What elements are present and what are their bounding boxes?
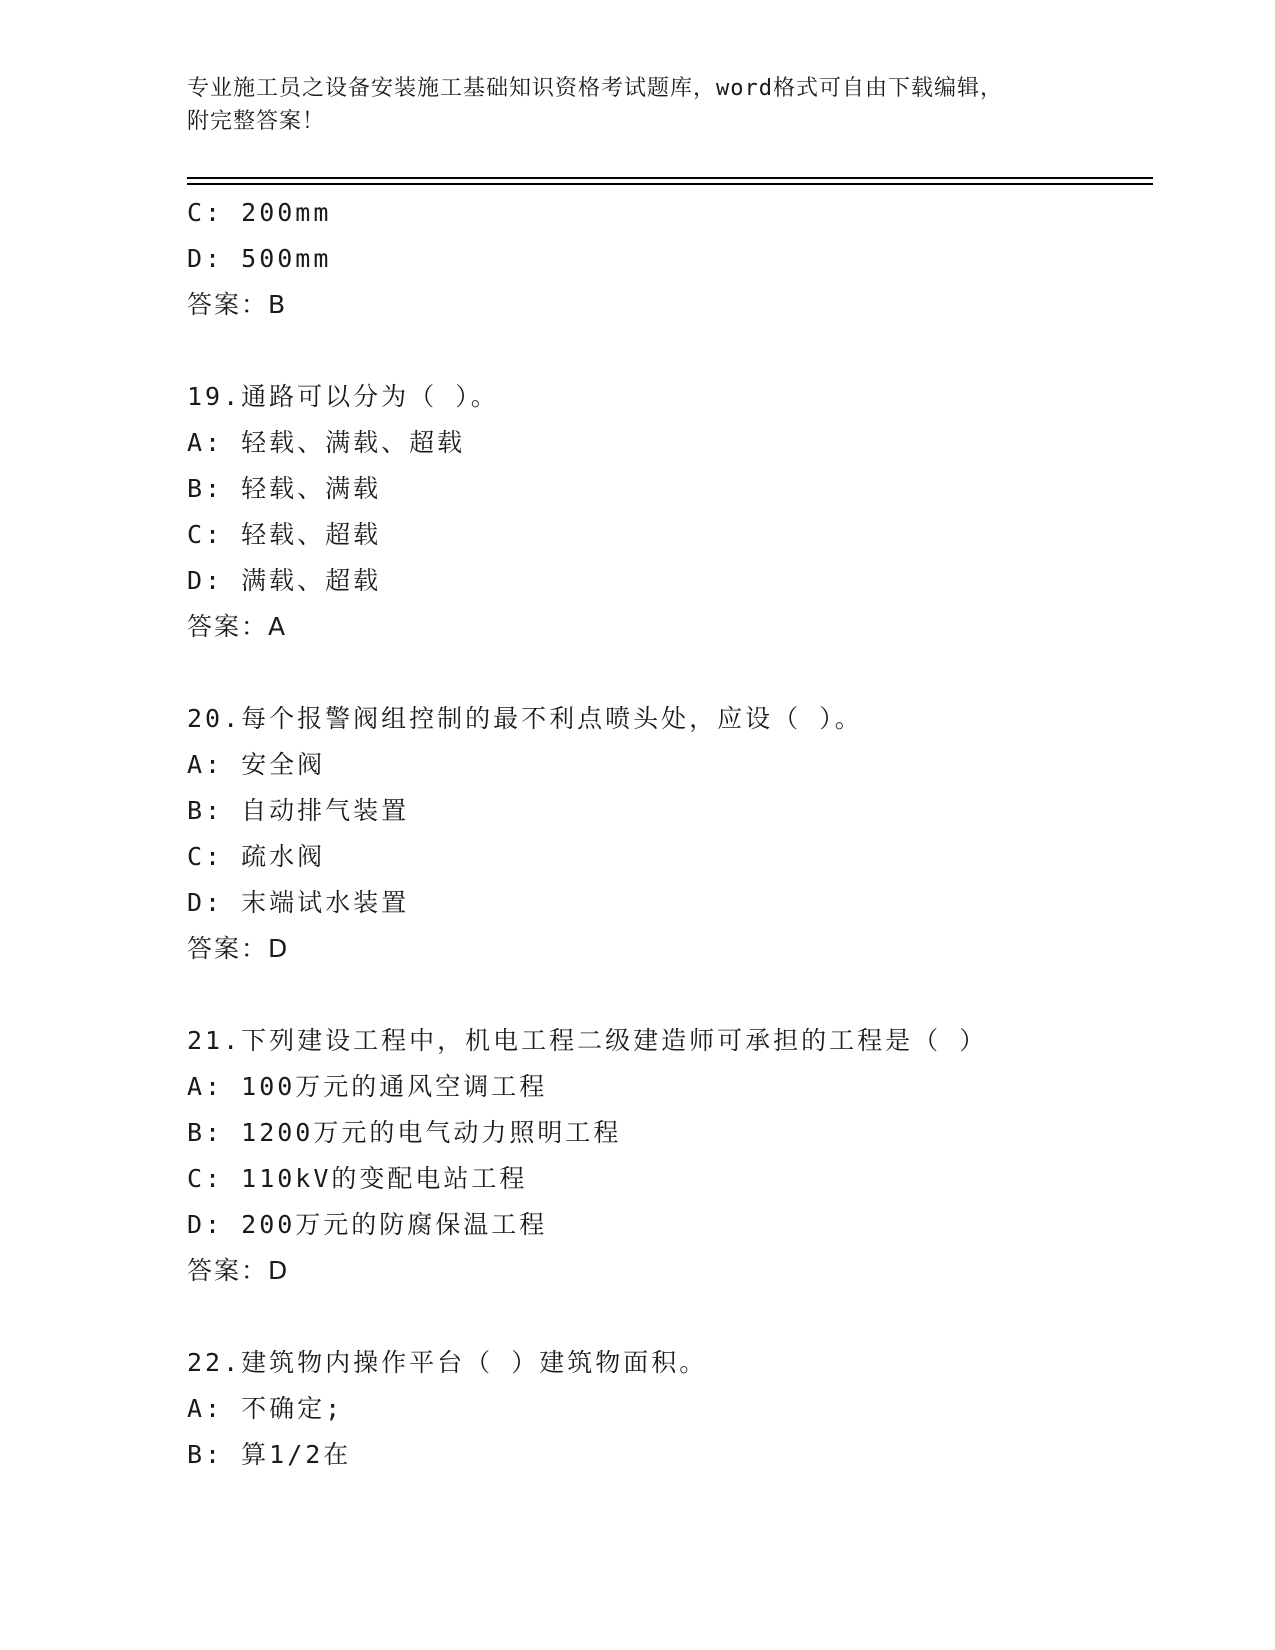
header-title-line-1: 专业施工员之设备安装施工基础知识资格考试题库，word格式可自由下载编辑， xyxy=(187,76,1003,101)
question-block-continued xyxy=(187,190,1153,328)
header-title-line-2: 附完整答案！ xyxy=(187,109,326,134)
question-block-22 xyxy=(187,1340,1153,1478)
option-d: D: 200万元的防腐保温工程 xyxy=(187,1210,548,1239)
option-a: A: 100万元的通风空调工程 xyxy=(187,1072,548,1101)
document-header xyxy=(187,72,1087,138)
option-a: A: 不确定; xyxy=(187,1394,344,1423)
answer-line: 答案：D xyxy=(187,934,290,963)
header-divider-top xyxy=(187,177,1153,179)
spacer xyxy=(187,650,1153,696)
question-stem: 20.每个报警阀组控制的最不利点喷头处，应设（ ）。 xyxy=(187,704,863,733)
option-b: B: 1200万元的电气动力照明工程 xyxy=(187,1118,622,1147)
question-stem: 19.通路可以分为（ ）。 xyxy=(187,382,499,411)
spacer xyxy=(187,972,1153,1018)
option-d: D: 末端试水装置 xyxy=(187,888,410,917)
option-c: C: 110kV的变配电站工程 xyxy=(187,1164,528,1193)
option-b: B: 算1/2在 xyxy=(187,1440,352,1469)
question-stem: 22.建筑物内操作平台（ ）建筑物面积。 xyxy=(187,1348,708,1377)
option-b: B: 轻载、满载 xyxy=(187,474,382,503)
answer-line: 答案：B xyxy=(187,290,288,319)
option-d: D: 满载、超载 xyxy=(187,566,382,595)
option-a: A: 轻载、满载、超载 xyxy=(187,428,466,457)
option-a: A: 安全阀 xyxy=(187,750,326,779)
option-c: C: 疏水阀 xyxy=(187,842,326,871)
spacer xyxy=(187,1294,1153,1340)
question-block-21 xyxy=(187,1018,1153,1294)
option-d: D: 500mm xyxy=(187,244,332,273)
question-block-19 xyxy=(187,374,1153,650)
header-divider-bottom xyxy=(187,183,1153,185)
question-stem: 21.下列建设工程中，机电工程二级建造师可承担的工程是（ ） xyxy=(187,1026,988,1055)
question-list xyxy=(187,190,1153,1478)
option-b: B: 自动排气装置 xyxy=(187,796,410,825)
question-block-20 xyxy=(187,696,1153,972)
answer-line: 答案：D xyxy=(187,1256,290,1285)
option-c: C: 轻载、超载 xyxy=(187,520,382,549)
option-c: C: 200mm xyxy=(187,198,332,227)
answer-line: 答案：A xyxy=(187,612,288,641)
spacer xyxy=(187,328,1153,374)
